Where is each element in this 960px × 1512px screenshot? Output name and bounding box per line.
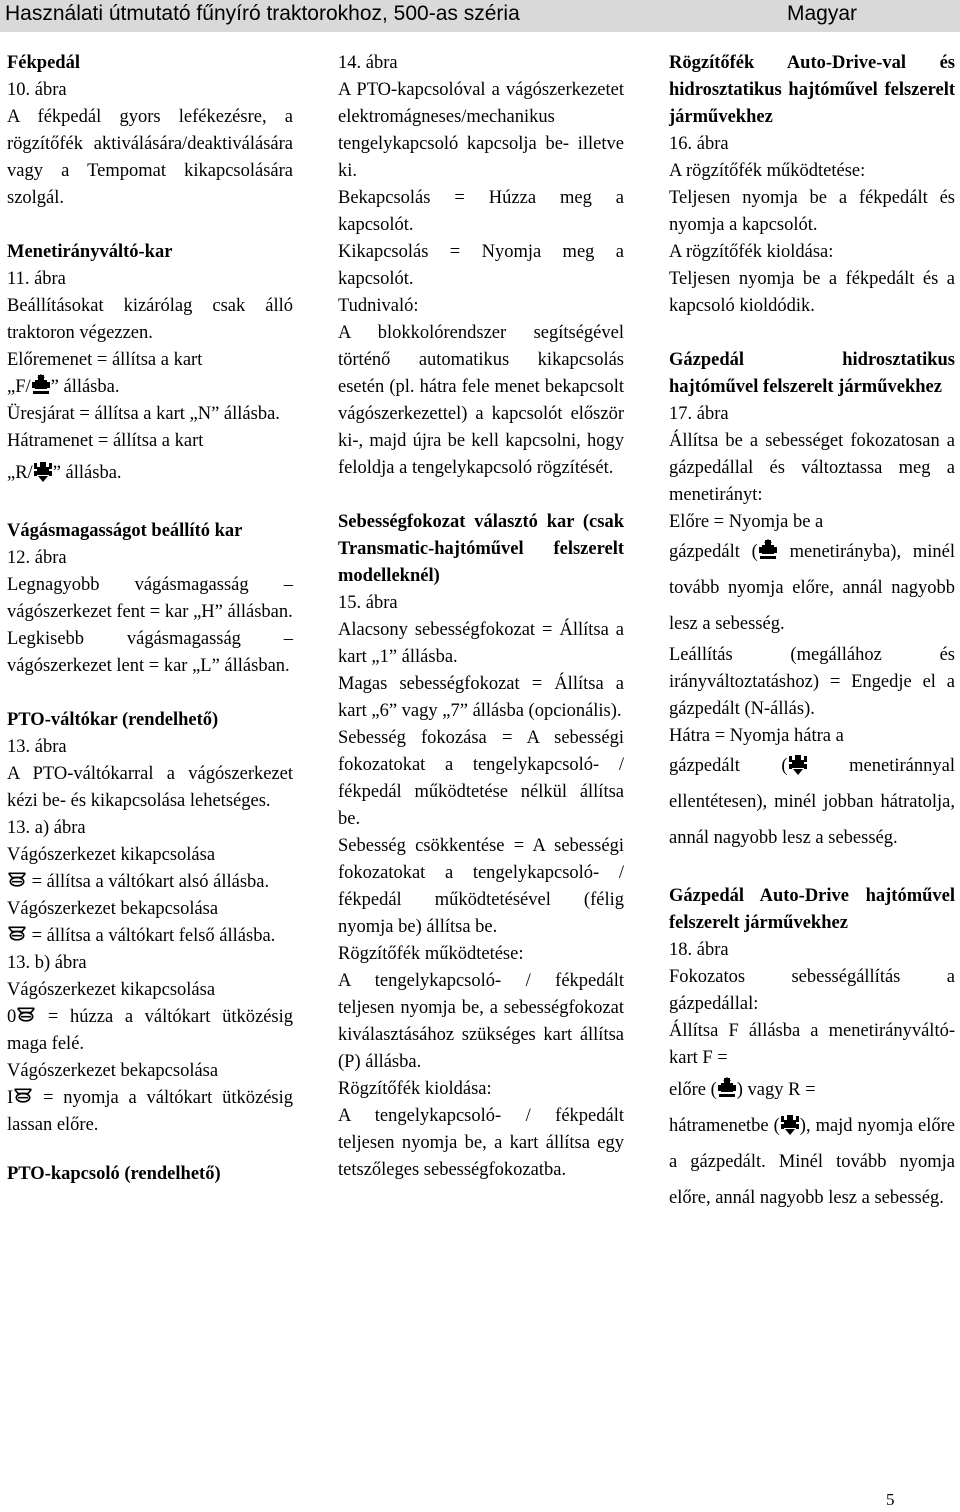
column-1 — [7, 50, 293, 1188]
paragraph: „R/ ” állásba. — [7, 455, 293, 491]
figure-ref: 18. ábra — [669, 940, 729, 960]
figure-ref: 10. ábra — [7, 80, 67, 100]
tractor-forward-icon — [717, 1077, 737, 1099]
header-language: Magyar — [787, 2, 858, 25]
paragraph: A tengelykapcsoló- / fékpedált teljesen nyomja be, a sebességfokozat kiválasztásához szükséges kart állítsa (P) állásba. — [338, 971, 624, 1072]
blade-off-icon — [16, 1004, 36, 1026]
paragraph: Bekapcsolás = Húzza meg a kapcsolót. — [338, 188, 624, 235]
paragraph: Sebesség fokozása = A sebességi fokozatokat a tengelykapcsoló- / fékpedál működtetése nélkül állítsa be. — [338, 728, 624, 829]
section-title-vagasmagassag: Vágásmagasságot beállító kar — [7, 521, 243, 541]
paragraph: A tengelykapcsoló- / fékpedált teljesen nyomja be, a kart állítsa egy tetszőleges sebességfokozatba. — [338, 1106, 624, 1180]
paragraph: = állítsa a váltókart felső állásba. — [7, 923, 293, 950]
paragraph: Teljesen nyomja be a fékpedált és a kapcsoló kioldódik. — [669, 269, 955, 316]
blade-off-icon — [7, 869, 27, 891]
page-header — [0, 0, 960, 32]
figure-ref: 15. ábra — [338, 593, 398, 613]
tractor-reverse-icon — [33, 460, 53, 482]
figure-ref: 12. ábra — [7, 548, 67, 568]
paragraph: Teljesen nyomja be a fékpedált és nyomja a kapcsolót. — [669, 188, 955, 235]
figure-ref: 13. ábra — [7, 737, 67, 757]
paragraph: Legnagyobb vágásmagasság – vágószerkezet fent = kar „H” állásban. — [7, 575, 293, 622]
paragraph: Állítsa F állásba a menetirányváltó-kart F = — [669, 1021, 955, 1068]
paragraph: Vágószerkezet bekapcsolása — [7, 1061, 219, 1081]
paragraph: Fokozatos sebességállítás a gázpedállal: — [669, 967, 955, 1014]
paragraph: A rögzítőfék működtetése: — [669, 161, 866, 181]
paragraph: 0 = húzza a váltókart ütközésig maga felé. — [7, 1004, 293, 1058]
blade-on-icon — [7, 923, 27, 945]
paragraph: Legkisebb vágásmagasság – vágószerkezet lent = kar „L” állásban. — [7, 629, 293, 676]
paragraph: Rögzítőfék működtetése: — [338, 944, 524, 964]
paragraph: előre ( ) vagy R = — [669, 1072, 955, 1108]
paragraph: = állítsa a váltókart alsó állásba. — [7, 869, 293, 896]
paragraph: Rögzítőfék kioldása: — [338, 1079, 492, 1099]
figure-ref: 14. ábra — [338, 53, 398, 73]
tractor-forward-icon — [31, 374, 51, 396]
paragraph: Leállítás (megállához és irányváltoztatáshoz) = Engedje el a gázpedált (N-állás). — [669, 645, 955, 719]
section-title-pto-valtokar: PTO-váltókar (rendelhető) — [7, 710, 219, 730]
paragraph: Beállításokat kizárólag csak álló traktoron végezzen. — [7, 296, 293, 343]
paragraph: A PTO-váltókarral a vágószerkezet kézi be- és kikapcsolása lehetséges. — [7, 764, 293, 811]
figure-ref: 11. ábra — [7, 269, 66, 289]
paragraph: Vágószerkezet bekapcsolása — [7, 899, 219, 919]
paragraph: Magas sebességfokozat = Állítsa a kart „6” vagy „7” állásba (opcionális). — [338, 674, 624, 721]
paragraph: Kikapcsolás = Nyomja meg a kapcsolót. — [338, 242, 624, 289]
paragraph: Vágószerkezet kikapcsolása — [7, 980, 216, 1000]
paragraph: gázpedált ( menetirányba), minél tovább nyomja előre, annál nagyobb lesz a sebesség. — [669, 534, 955, 642]
section-title-gazpedal-hidro: Gázpedál hidrosztatikus hajtóművel felszerelt járművekhez — [669, 350, 955, 397]
column-2 — [338, 50, 624, 1184]
paragraph: Üresjárat = állítsa a kart „N” állásba. — [7, 404, 280, 424]
section-title-sebessegfokozat: Sebességfokozat választó kar (csak Transmatic-hajtóművel felszerelt modelleknél) — [338, 512, 624, 586]
paragraph: A PTO-kapcsolóval a vágószerkezetet elektromágneses/mechanikus tengelykapcsoló kapcsolja be- illetve ki. — [338, 80, 624, 181]
section-title-rogzitofek: Rögzítőfék Auto-Drive-val és hidrosztatikus hajtóművel felszerelt járművekhez — [669, 53, 955, 127]
figure-ref: 13. a) ábra — [7, 818, 86, 838]
tractor-forward-icon — [758, 539, 778, 561]
figure-ref: 17. ábra — [669, 404, 729, 424]
blade-on-icon — [13, 1085, 33, 1107]
paragraph: Állítsa be a sebességet fokozatosan a gázpedállal és változtassa meg a menetirányt: — [669, 431, 955, 505]
figure-ref: 16. ábra — [669, 134, 729, 154]
tractor-reverse-icon — [780, 1113, 800, 1135]
section-title-fekpedal: Fékpedál — [7, 53, 80, 73]
paragraph: hátramenetbe ( ), majd nyomja előre a gázpedált. Minél tovább nyomja előre, annál nagyobb lesz a sebesség. — [669, 1108, 955, 1216]
paragraph: „F/ ” állásba. — [7, 374, 293, 401]
paragraph: Előre = Nyomja be a — [669, 512, 824, 532]
section-title-pto-kapcsolo: PTO-kapcsoló (rendelhető) — [7, 1164, 221, 1184]
paragraph: Alacsony sebességfokozat = Állítsa a kart „1” állásba. — [338, 620, 624, 667]
header-title: Használati útmutató fűnyíró traktorokhoz, 500-as széria — [5, 2, 520, 25]
paragraph: Sebesség csökkentése = A sebességi fokozatokat a tengelykapcsoló- / fékpedál működtetésével (félig nyomja be) állítsa be. — [338, 836, 624, 937]
paragraph: A fékpedál gyors lefékezésre, a rögzítőfék aktiválására/deaktiválására vagy a Tempomat kikapcsolására szolgál. — [7, 107, 293, 208]
paragraph: I = nyomja a váltókart ütközésig lassan előre. — [7, 1085, 293, 1139]
paragraph: gázpedált ( menetiránnyal ellentétesen), minél jobban hátratolja, annál nagyobb lesz a sebesség. — [669, 748, 955, 856]
paragraph: Hátra = Nyomja hátra a — [669, 726, 844, 746]
paragraph: Tudnivaló: — [338, 296, 419, 316]
paragraph: Hátramenet = állítsa a kart — [7, 431, 204, 451]
column-3 — [669, 50, 955, 1216]
tractor-reverse-icon — [788, 753, 808, 775]
page-number: 5 — [886, 1490, 895, 1509]
paragraph: Előremenet = állítsa a kart — [7, 350, 203, 370]
section-title-gazpedal-autodrive: Gázpedál Auto-Drive hajtóművel felszerelt járművekhez — [669, 886, 955, 933]
section-title-menetiranyvalto: Menetirányváltó-kar — [7, 242, 173, 262]
paragraph: A rögzítőfék kioldása: — [669, 242, 834, 262]
paragraph: Vágószerkezet kikapcsolása — [7, 845, 216, 865]
figure-ref: 13. b) ábra — [7, 953, 87, 973]
paragraph: A blokkolórendszer segítségével történő automatikus kikapcsolás esetén (pl. hátra fele menet bekapcsolt vágószerkezettel) a kapcsolót először ki-, majd újra be kell kapcsolni, hogy feloldja a tengelykapcsoló rögzítését. — [338, 323, 624, 478]
